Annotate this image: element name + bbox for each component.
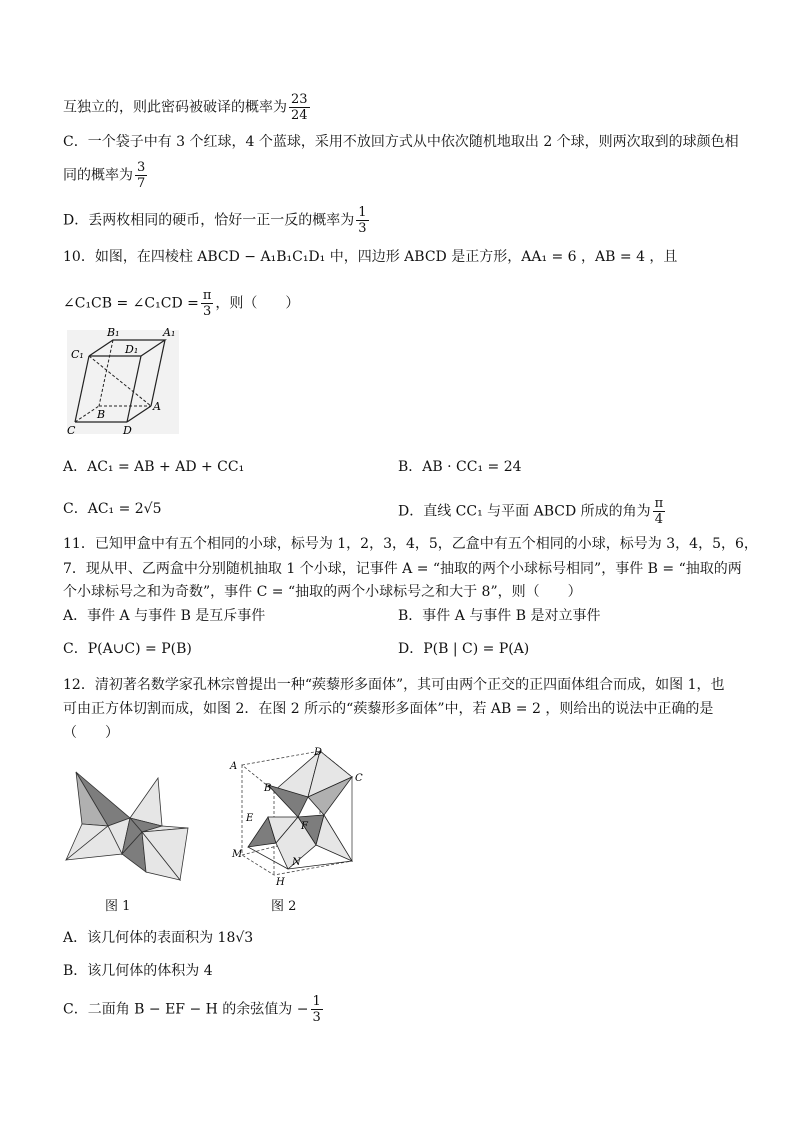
label-A: A	[153, 400, 161, 413]
q11-option-d: D．P(B | C) = P(A)	[398, 641, 530, 657]
q11-stem-line1: 11．已知甲盒中有五个相同的小球，标号为 1，2，3，4，5，乙盒中有五个相同的小球，标号为 3，4，5，6，	[63, 536, 758, 552]
q11-stem-line3: 个小球标号之和为奇数”，事件 C = “抽取的两个小球标号之和大于 8”，则（ ）	[63, 584, 582, 600]
q9-option-d: D．丢两枚相同的硬币，恰好一正一反的概率为 $\frac{1}{3}$	[63, 205, 367, 236]
q9-option-c-line2: 同的概率为 $\frac{3}{7}$	[63, 160, 146, 191]
fig2-label-D: D	[314, 747, 323, 758]
q12-stem-line2: 可由正方体切割而成，如图 2．在图 2 所示的“蒺藜形多面体”中，若 AB = 2 ，则给出的说法中正确的是	[63, 701, 714, 717]
q10-option-c: C．AC₁ = 2√5	[63, 501, 162, 517]
figure-1-star-polyhedron	[62, 768, 192, 886]
label-B: B	[97, 408, 106, 421]
q9-option-b-tail: 互独立的，则此密码被破译的概率为 $\frac{23}{24}$	[63, 92, 308, 123]
label-C: C	[67, 424, 76, 437]
fig2-label-N: N	[292, 857, 301, 868]
fig2-label-E: E	[246, 813, 254, 824]
q11-option-a: A．事件 A 与事件 B 是互斥事件	[63, 608, 266, 624]
label-C1: C₁	[71, 348, 84, 361]
figure-2-caption: 图 2	[271, 899, 297, 914]
fig2-label-H: H	[276, 877, 285, 888]
figure-1-caption: 图 1	[105, 899, 131, 914]
q12-option-c: C．二面角 B − EF − H 的余弦值为 − $\frac{1}{3}$	[63, 994, 321, 1025]
q12-option-b: B．该几何体的体积为 4	[63, 963, 213, 979]
label-D1: D₁	[125, 343, 139, 356]
fraction: $\frac{\pi}{4}$	[654, 496, 664, 527]
prism-figure	[63, 322, 183, 440]
q10-stem-line1: 10．如图，在四棱柱 ABCD − A₁B₁C₁D₁ 中，四边形 ABCD 是正方形，AA₁ = 6 ，AB = 4 ，且	[63, 249, 678, 265]
q12-option-a: A．该几何体的表面积为 18√3	[63, 930, 254, 946]
q12-stem-line3: （ ）	[63, 725, 119, 741]
q10-option-d: D．直线 CC₁ 与平面 ABCD 所成的角为 $\frac{\pi}{4}$	[398, 496, 664, 527]
label-D: D	[123, 424, 132, 437]
q11-option-b: B．事件 A 与事件 B 是对立事件	[398, 608, 601, 624]
q10-option-b: B．AB · CC₁ = 24	[398, 459, 522, 475]
q11-stem-line2: 7．现从甲、乙两盒中分别随机抽取 1 个小球，记事件 A = “抽取的两个小球标号相同”，事件 B = “抽取的两	[63, 561, 742, 577]
fraction: $\frac{23}{24}$	[291, 92, 308, 123]
fraction: $\frac{\pi}{3}$	[202, 288, 212, 319]
fraction: $\frac{3}{7}$	[137, 160, 146, 191]
q9-option-c-line1: C．一个袋子中有 3 个红球，4 个蓝球，采用不放回方式从中依次随机地取出 2 个球，则两次取到的球颜色相	[63, 134, 739, 150]
fraction: $\frac{1}{3}$	[312, 994, 321, 1025]
label-B1: B₁	[107, 326, 120, 339]
q10-option-a: A．AC₁ = AB + AD + CC₁	[63, 459, 245, 475]
label-A1: A₁	[163, 326, 176, 339]
figure-2-cube-polyhedron	[228, 745, 370, 890]
q11-option-c: C．P(A∪C) = P(B)	[63, 641, 192, 657]
fig2-label-B: B	[264, 783, 272, 794]
fraction: $\frac{1}{3}$	[358, 205, 367, 236]
fig2-label-M: M	[232, 849, 243, 860]
q12-stem-line1: 12．清初著名数学家孔林宗曾提出一种“蒺藜形多面体”，其可由两个正交的正四面体组合而成，如图 1，也	[63, 677, 725, 693]
fig2-label-C: C	[355, 773, 363, 784]
fig2-label-A: A	[230, 761, 238, 772]
fig2-label-F: F	[301, 821, 308, 832]
q10-stem-line2: ∠C₁CB = ∠C₁CD = $\frac{\pi}{3}$ ，则（ ）	[63, 288, 300, 319]
